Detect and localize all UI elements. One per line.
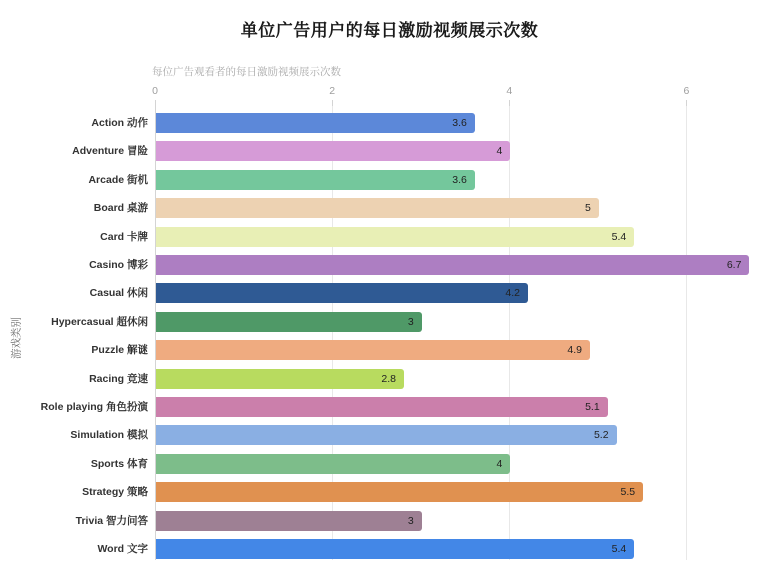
tick-mark [509,100,510,106]
category-label: Casual 休闲 [89,287,148,300]
bar-value-label: 4 [496,145,503,158]
category-label: Hypercasual 超休闲 [51,315,148,328]
bar [156,397,608,417]
category-label: Card 卡牌 [100,230,148,243]
bar [156,227,634,247]
bar-value-label: 3 [407,514,414,527]
chart-title: 单位广告用户的每日激励视频展示次数 [240,21,539,40]
x-tick-label: 2 [329,85,336,97]
category-label: Sports 体育 [90,457,148,470]
category-label: Simulation 模拟 [70,429,148,442]
bar [156,425,617,445]
y-axis-title: 游戏类别 [10,317,23,359]
x-axis-title: 每位广告观看者的每日激励视频展示次数 [152,66,341,78]
category-label: Arcade 街机 [88,173,148,186]
bar [156,539,634,559]
bar-value-label: 5.2 [593,429,609,442]
tick-mark [332,100,333,106]
bar-value-label: 6.7 [726,259,742,271]
bar [156,340,590,360]
category-label: Board 桌游 [93,202,148,215]
bar [156,198,599,218]
category-label: Trivia 智力问答 [75,514,148,527]
bar [156,482,643,502]
bar-value-label: 5.5 [620,486,636,499]
category-label: Word 文字 [97,543,148,555]
tick-mark [155,100,156,106]
category-label: Racing 竞速 [89,372,148,385]
category-label: Casino 博彩 [89,259,148,271]
category-label: Action 动作 [91,117,148,129]
bar-value-label: 3 [407,315,414,328]
bar [156,255,749,275]
bar-value-label: 4.2 [505,287,520,300]
category-label: Puzzle 解谜 [91,344,148,357]
bar-value-label: 2.8 [381,372,396,385]
x-tick-label: 0 [152,85,158,97]
bar-value-label: 4.9 [567,344,582,357]
category-label: Role playing 角色扮演 [40,401,148,413]
bar-value-label: 5.1 [585,401,600,413]
gridline [686,100,687,560]
bar-value-label: 3.6 [452,117,467,129]
x-tick-label: 6 [683,85,690,97]
bar-value-label: 3.6 [452,173,467,186]
bar-value-label: 4 [496,457,503,470]
bar-value-label: 5.4 [611,543,627,555]
tick-mark [686,100,687,106]
category-label: Adventure 冒险 [72,145,148,158]
bar-value-label: 5.4 [611,230,627,243]
bar-value-label: 5 [585,202,591,215]
x-tick-label: 4 [506,85,513,97]
category-label: Strategy 策略 [82,486,148,499]
